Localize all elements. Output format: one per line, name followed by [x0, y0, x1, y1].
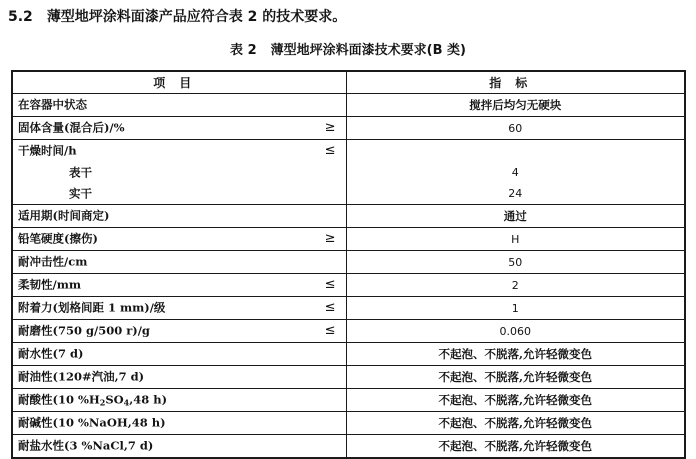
- row-value: 搅拌后均匀无硬块: [346, 94, 685, 117]
- row-item: 耐水性(7 d): [18, 346, 84, 361]
- table-row: [12, 228, 685, 251]
- table-row: [12, 297, 685, 320]
- table-row: [12, 435, 685, 459]
- row-item: 适用期(时间商定): [18, 208, 110, 223]
- row-value: 1: [346, 297, 685, 320]
- row-item: 耐磨性(750 g/500 r)/g: [18, 323, 150, 338]
- table-row: [12, 389, 685, 412]
- row-value: 24: [346, 183, 685, 205]
- row-value: 不起泡、不脱落,允许轻微变色: [346, 435, 685, 459]
- table-row: [12, 94, 685, 117]
- table-row: [12, 366, 685, 389]
- row-item: 耐冲击性/cm: [18, 254, 88, 269]
- row-item: 耐酸性(10 $\%H_2SO_4,48$ h): [18, 392, 168, 408]
- section-title: 薄型地坪涂料面漆产品应符合表 2 的技术要求。: [46, 9, 347, 25]
- table-row: [12, 343, 685, 366]
- row-value: 不起泡、不脱落,允许轻微变色: [346, 343, 685, 366]
- row-value: 2: [346, 274, 685, 297]
- row-item: 柔韧性/mm: [18, 277, 82, 292]
- section-number: 5.2: [8, 9, 33, 25]
- row-operator: ≥: [324, 231, 336, 247]
- table-caption: [0, 43, 696, 59]
- section-heading: [8, 8, 346, 26]
- table-caption-title: 薄型地坪涂料面漆技术要求(B 类): [270, 43, 466, 58]
- row-item: 固体含量(混合后)/%: [18, 120, 125, 135]
- row-value: 0.060: [346, 320, 685, 343]
- table-row: [12, 205, 685, 228]
- row-item: 在容器中状态: [18, 97, 87, 112]
- row-value: H: [346, 228, 685, 251]
- row-operator: ≤: [324, 300, 336, 316]
- row-item: 表干: [69, 165, 92, 180]
- row-operator: ≤: [324, 323, 336, 339]
- row-value: 50: [346, 251, 685, 274]
- row-item: 耐碱性(10 %NaOH,48 h): [18, 415, 166, 430]
- row-item: 耐油性(120#汽油,7 d): [18, 369, 145, 384]
- row-value: 通过: [346, 205, 685, 228]
- row-value: [346, 140, 685, 163]
- table-row: [12, 320, 685, 343]
- row-value: 4: [346, 162, 685, 183]
- row-item: 耐盐水性(3 %NaCl,7 d): [18, 438, 154, 453]
- table-row: [12, 183, 685, 205]
- row-item: 干燥时间/h: [18, 143, 77, 158]
- row-value: 60: [346, 117, 685, 140]
- table-row: [12, 140, 685, 163]
- table-caption-label: 表 2: [230, 43, 257, 58]
- table-row: [12, 251, 685, 274]
- row-operator: ≤: [324, 143, 336, 159]
- row-operator: ≥: [324, 120, 336, 136]
- header-value: 指标: [346, 71, 685, 94]
- spec-table: [11, 70, 686, 459]
- row-value: 不起泡、不脱落,允许轻微变色: [346, 366, 685, 389]
- row-operator: ≤: [324, 277, 336, 293]
- row-item: 铅笔硬度(擦伤): [18, 231, 98, 246]
- table-row: [12, 162, 685, 183]
- header-item: 项目: [12, 71, 346, 94]
- row-item: 实干: [69, 186, 92, 201]
- row-value: 不起泡、不脱落,允许轻微变色: [346, 412, 685, 435]
- table-row: [12, 274, 685, 297]
- table-header-row: [12, 71, 685, 94]
- table-row: [12, 412, 685, 435]
- table-row: [12, 117, 685, 140]
- row-item: 附着力(划格间距 1 mm)/级: [18, 300, 166, 315]
- row-value: 不起泡、不脱落,允许轻微变色: [346, 389, 685, 412]
